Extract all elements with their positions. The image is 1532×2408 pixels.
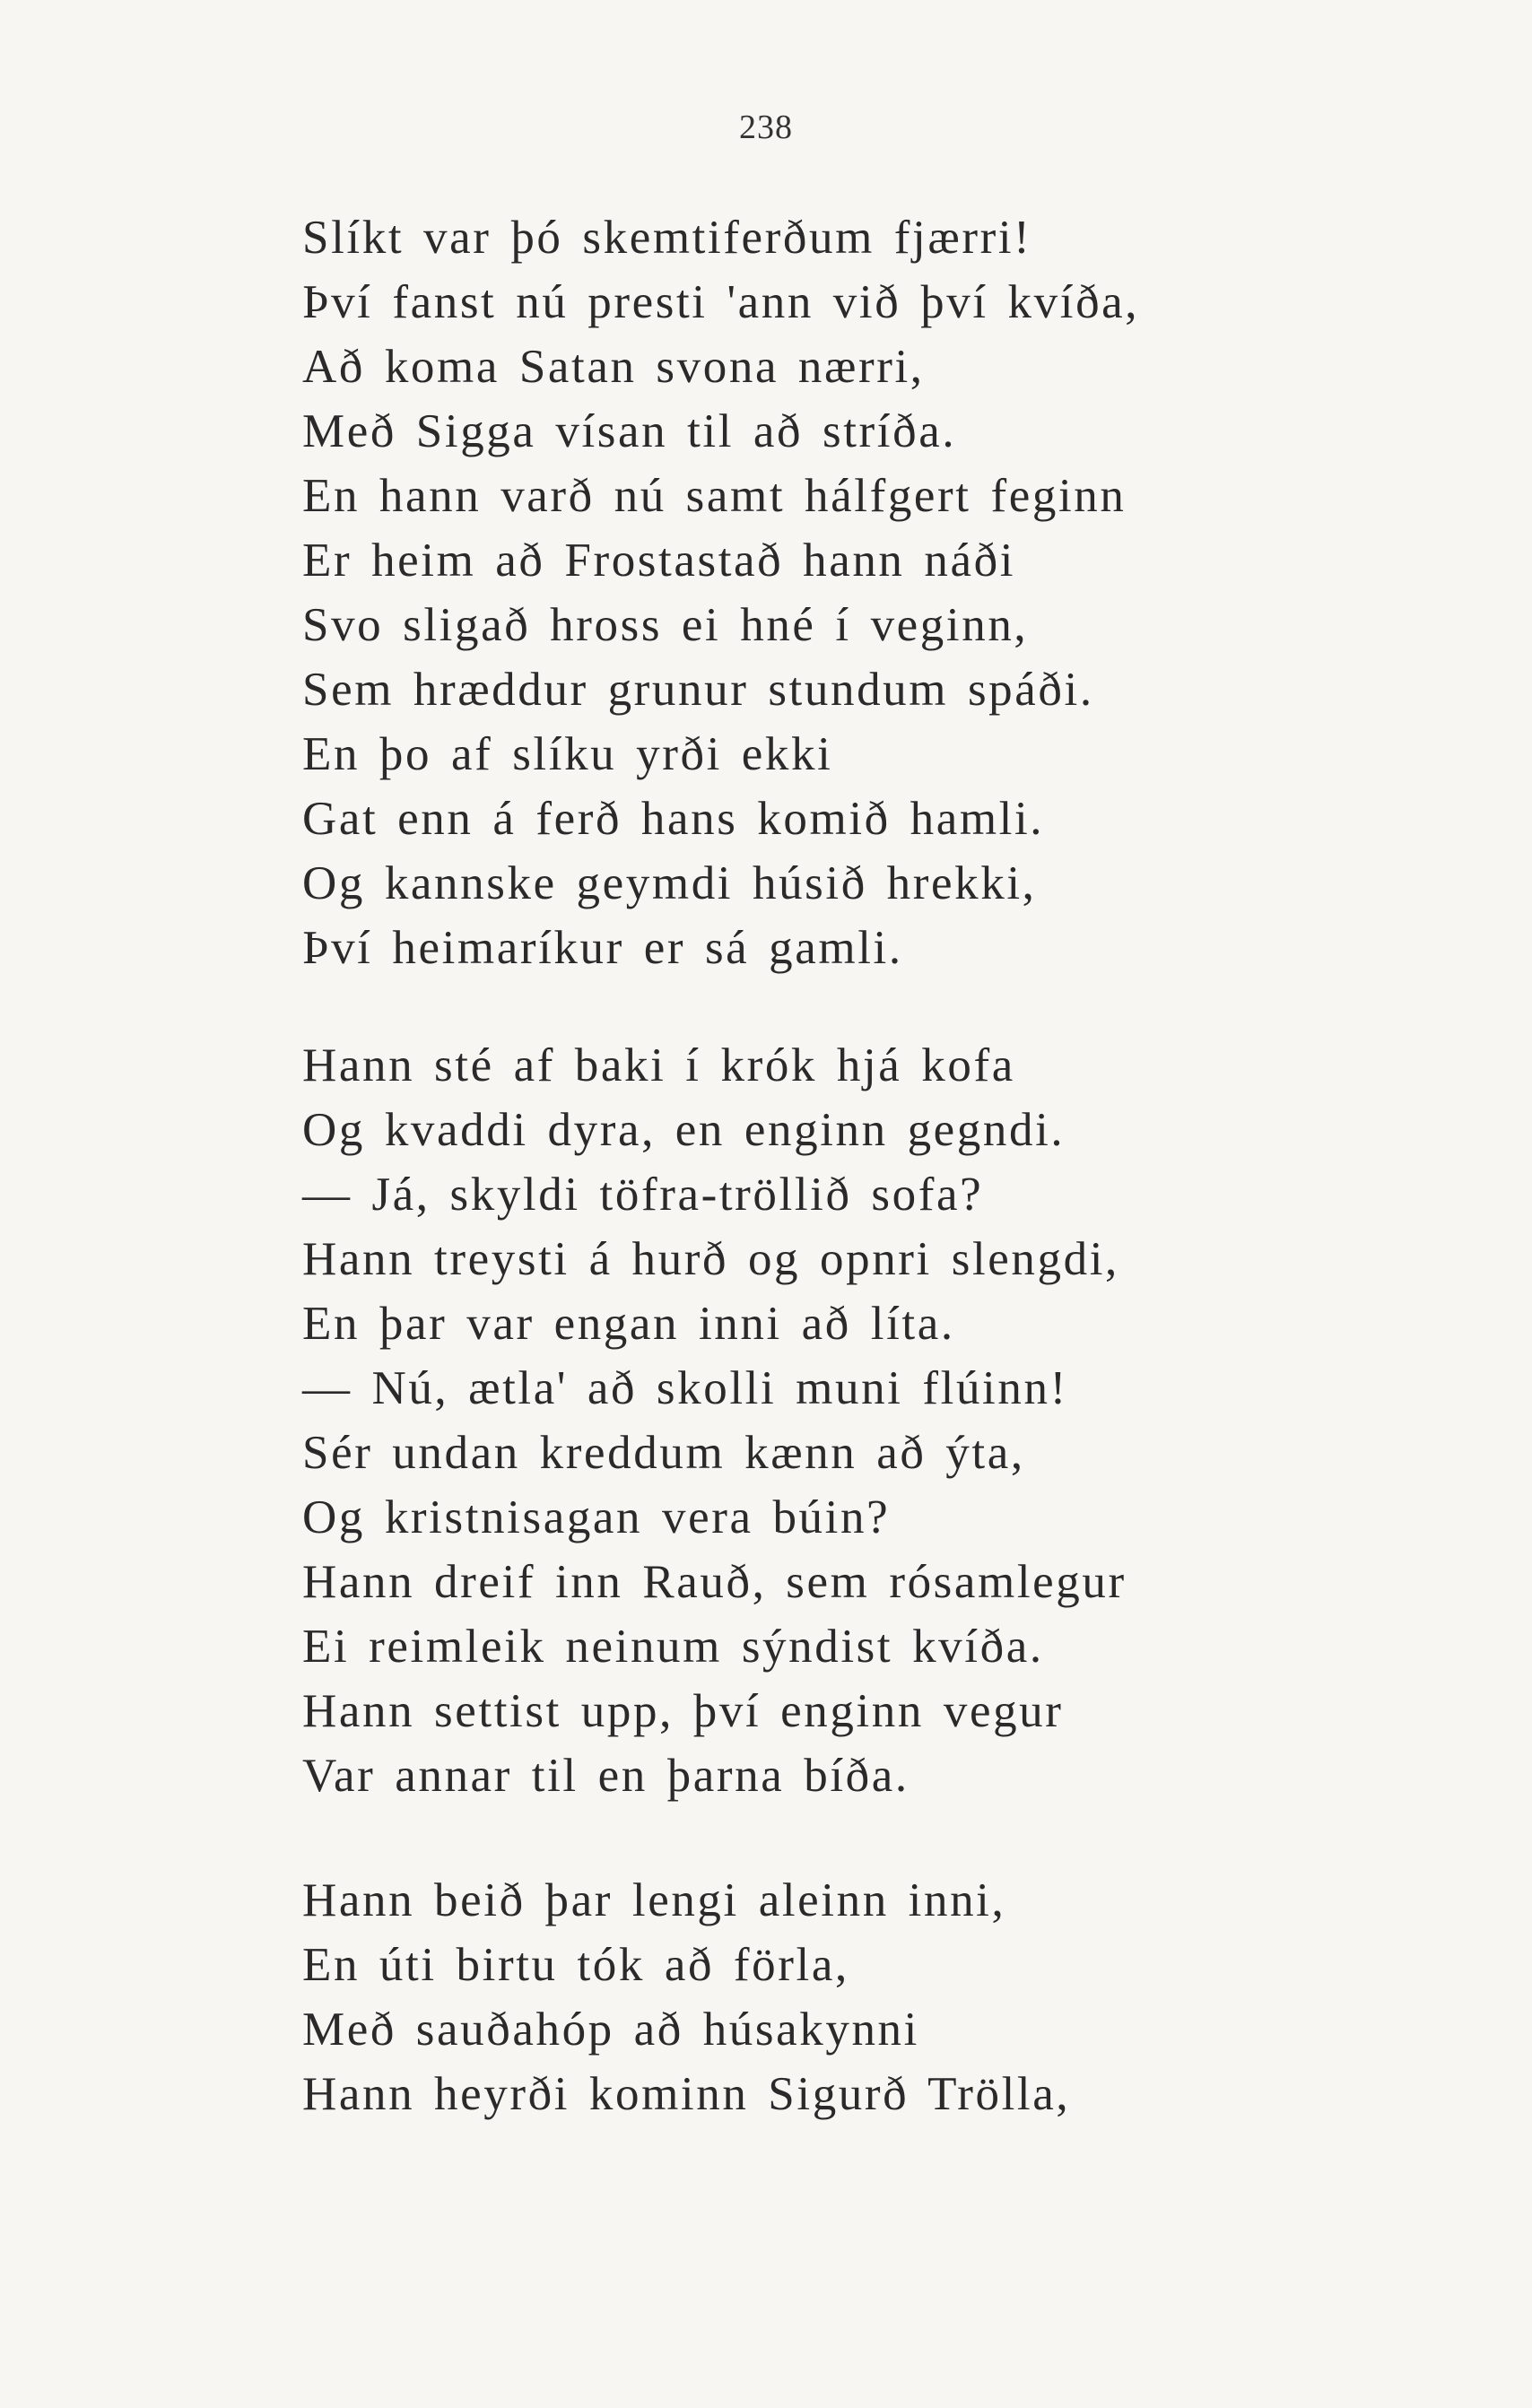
poem-line: Hann settist upp, því enginn vegur xyxy=(302,1685,1064,1737)
poem-line: Hann heyrði kominn Sigurð Trölla, xyxy=(302,2068,1071,2120)
poem-line: En þar var engan inni að líta. xyxy=(302,1298,955,1350)
poem-line: Er heim að Frostastað hann náði xyxy=(302,535,1016,587)
poem-line: En þo af slíku yrði ekki xyxy=(302,728,833,780)
poem-stanza xyxy=(302,1868,1070,2126)
poem-line: Og kvaddi dyra, en enginn gegndi. xyxy=(302,1104,1066,1156)
poem-line: En úti birtu tók að förla, xyxy=(302,1939,849,1991)
poem-line: — Já, skyldi töfra-tröllið sofa? xyxy=(302,1169,984,1221)
poem-stanza xyxy=(302,1033,1127,1808)
poem-line: Hann dreif inn Rauð, sem rósamlegur xyxy=(302,1556,1127,1608)
poem-line: Því heimaríkur er sá gamli. xyxy=(302,922,903,974)
poem-line: En hann varð nú samt hálfgert feginn xyxy=(302,470,1127,522)
poem-line: Hann sté af baki í krók hjá kofa xyxy=(302,1039,1015,1091)
poem-line: Með Sigga vísan til að stríða. xyxy=(302,405,957,457)
poem-line: Að koma Satan svona nærri, xyxy=(302,341,925,393)
poem-line: Hann treysti á hurð og opnri slengdi, xyxy=(302,1233,1119,1285)
poem-line: Gat enn á ferð hans komið hamli. xyxy=(302,793,1045,845)
poem-line: Svo sligað hross ei hné í veginn, xyxy=(302,599,1029,651)
poem-line: Hann beið þar lengi aleinn inni, xyxy=(302,1874,1006,1926)
poem-line: Og kristnisagan vera búin? xyxy=(302,1491,891,1543)
poem-line: Með sauðahóp að húsakynni xyxy=(302,2004,919,2056)
poem-line: — Nú, ætla' að skolli muni flúinn! xyxy=(302,1362,1068,1414)
poem-line: Ei reimleik neinum sýndist kvíða. xyxy=(302,1621,1044,1673)
poem-line: Og kannske geymdi húsið hrekki, xyxy=(302,857,1037,909)
poem-line: Sem hræddur grunur stundum spáði. xyxy=(302,664,1094,716)
page-number: 238 xyxy=(739,109,793,146)
poem-line: Því fanst nú presti 'ann við því kvíða, xyxy=(302,276,1140,328)
poem-line: Var annar til en þarna bíða. xyxy=(302,1750,910,1802)
poem-line: Sér undan kreddum kænn að ýta, xyxy=(302,1427,1025,1479)
poem-stanza xyxy=(302,205,1139,980)
poem-line: Slíkt var þó skemtiferðum fjærri! xyxy=(302,212,1032,264)
